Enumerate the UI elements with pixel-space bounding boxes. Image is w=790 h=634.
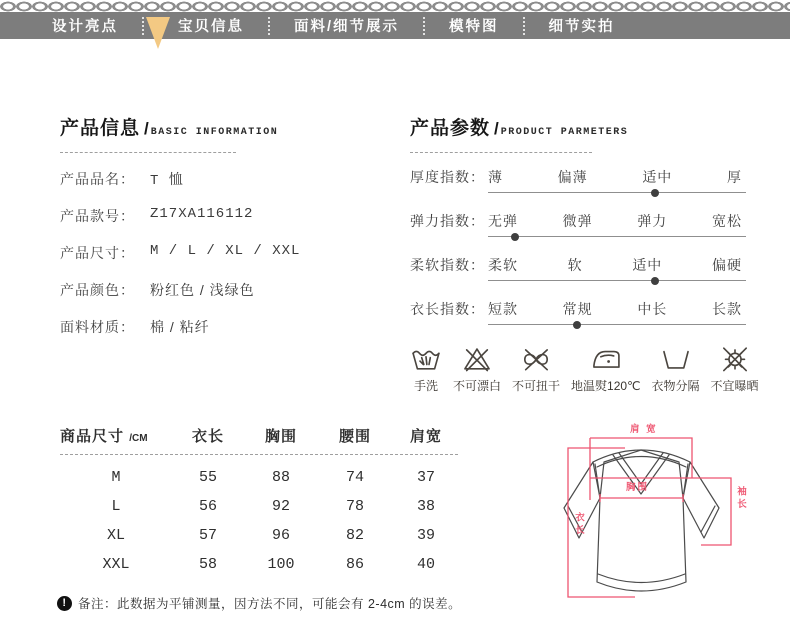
- param-scale-line: [488, 324, 746, 334]
- param-row-elasticity: [410, 211, 746, 246]
- hand-wash-icon: [410, 343, 442, 374]
- info-label: 产品款号：: [60, 208, 135, 224]
- param-option: 弹力: [637, 213, 668, 229]
- value-cell: 82: [345, 527, 364, 544]
- info-row-sizes: [60, 243, 395, 263]
- param-selected-dot: [511, 233, 519, 241]
- care-label: 不可漂白: [453, 379, 502, 393]
- param-label: 厚度指数：: [410, 169, 485, 185]
- info-row-colors: [60, 280, 395, 300]
- tab-fabric-details[interactable]: 面料/细节展示: [294, 19, 400, 35]
- info-label: 面料材质：: [60, 319, 135, 335]
- value-cell: 88: [271, 469, 290, 486]
- info-value: T 恤: [150, 173, 184, 189]
- note-text: 备注：此数据为平铺测量，因方法不同，可能会有 2-4cm 的误差。: [78, 597, 462, 611]
- value-cell: 56: [198, 498, 217, 515]
- value-cell: 37: [416, 469, 435, 486]
- value-cell: 92: [271, 498, 290, 515]
- care-label: 不可扭干: [512, 379, 561, 393]
- size-table-title: 商品尺寸: [60, 427, 125, 445]
- param-row-garment-length: [410, 299, 746, 334]
- param-option: 中长: [637, 301, 668, 317]
- param-option: 短款: [488, 301, 518, 317]
- chest-label: 胸围: [626, 482, 650, 493]
- param-option: 无弹: [488, 213, 518, 229]
- info-value: 粉红色 / 浅绿色: [150, 282, 255, 298]
- table-row: [60, 463, 460, 492]
- tab-model-photos[interactable]: 模特图: [449, 19, 499, 35]
- param-label: 柔软指数：: [410, 257, 485, 273]
- basic-info-heading: [60, 113, 395, 140]
- care-label: 不宜曝晒: [710, 379, 759, 393]
- tab-detail-photos[interactable]: 细节实拍: [548, 19, 615, 35]
- column-header-chest: 胸围: [264, 427, 297, 445]
- dashed-divider: [60, 152, 236, 153]
- value-cell: 58: [198, 556, 217, 573]
- param-option: 适中: [642, 169, 673, 185]
- tab-item-info[interactable]: [144, 15, 268, 36]
- tab-design-highlights[interactable]: 设计亮点: [52, 19, 118, 35]
- value-cell: 96: [271, 527, 290, 544]
- measurement-note: [57, 594, 461, 612]
- tab-item-info-label: 宝贝信息: [178, 19, 244, 35]
- param-option: 常规: [562, 301, 593, 317]
- param-selected-dot: [573, 321, 581, 329]
- table-row: [60, 550, 460, 579]
- info-value: M / L / XL / XXL: [150, 243, 301, 259]
- param-selected-dot: [651, 189, 659, 197]
- param-row-thickness: [410, 167, 746, 202]
- care-item: [711, 343, 759, 394]
- info-label: 产品颜色：: [60, 282, 135, 298]
- care-label: 地温熨120℃: [571, 379, 641, 393]
- tshirt-measurement-diagram: [546, 410, 786, 620]
- table-row: [60, 492, 460, 521]
- param-selected-dot: [651, 277, 659, 285]
- value-cell: 100: [267, 556, 295, 573]
- care-item: [410, 343, 442, 394]
- param-option: 软: [567, 257, 583, 273]
- param-option: 薄: [488, 169, 503, 185]
- size-table-header: [60, 422, 460, 448]
- size-cell: M: [111, 469, 121, 486]
- param-row-softness: [410, 255, 746, 290]
- size-cell: L: [111, 498, 121, 515]
- param-option: 宽松: [711, 213, 742, 229]
- info-row-style-number: [60, 206, 395, 226]
- dashed-divider: [60, 454, 458, 455]
- iron-low-temp-icon: [590, 343, 622, 374]
- care-item: [652, 343, 700, 394]
- care-item: [512, 343, 560, 394]
- param-option: 长款: [711, 301, 742, 317]
- parameters-subtitle: PRODUCT PARMETERS: [500, 127, 629, 138]
- column-header-shoulder: 肩宽: [409, 427, 442, 445]
- value-cell: 86: [345, 556, 364, 573]
- heading-slash: /: [494, 119, 500, 138]
- info-label: 产品尺寸：: [60, 245, 135, 261]
- basic-info-title: 产品信息: [60, 118, 141, 139]
- info-value: 棉 / 粘纤: [150, 319, 210, 335]
- parameters-title: 产品参数: [410, 118, 491, 139]
- exclamation-icon: !: [57, 596, 72, 611]
- care-item: [453, 343, 501, 394]
- value-cell: 38: [416, 498, 435, 515]
- separate-wash-icon: [660, 343, 692, 374]
- value-cell: 39: [416, 527, 435, 544]
- param-option: 微弹: [562, 213, 593, 229]
- care-instructions-row: [410, 343, 759, 394]
- param-scale-line: [488, 192, 746, 202]
- care-label: 手洗: [413, 379, 438, 393]
- product-parameters-section: [410, 113, 759, 394]
- no-sun-exposure-icon: [719, 343, 751, 374]
- heading-slash: /: [144, 119, 150, 138]
- param-label: 弹力指数：: [410, 213, 485, 229]
- parameters-heading: [410, 113, 746, 140]
- value-cell: 40: [416, 556, 435, 573]
- size-cell: XXL: [102, 556, 130, 573]
- basic-info-section: [60, 113, 395, 354]
- value-cell: 55: [198, 469, 217, 486]
- column-header-waist: 腰围: [338, 427, 371, 445]
- param-option: 柔软: [488, 257, 518, 273]
- dashed-divider: [410, 152, 592, 153]
- active-tab-triangle-marker: [146, 17, 170, 49]
- size-chart-section: [60, 422, 460, 579]
- value-cell: 74: [345, 469, 364, 486]
- basic-info-subtitle: BASIC INFORMATION: [150, 127, 279, 138]
- care-label: 衣物分隔: [651, 379, 700, 393]
- param-scale-line: [488, 236, 746, 246]
- size-table-unit: /CM: [129, 432, 148, 444]
- param-label: 衣长指数：: [410, 301, 485, 317]
- param-option: 偏薄: [557, 169, 588, 185]
- garment-length-label: 衣长: [573, 512, 584, 537]
- info-label: 产品品名：: [60, 171, 135, 187]
- column-header-length: 衣长: [191, 427, 224, 445]
- value-cell: 57: [198, 527, 217, 544]
- size-cell: XL: [106, 527, 125, 544]
- info-row-material: [60, 317, 395, 337]
- value-cell: 78: [345, 498, 364, 515]
- info-value: Z17XA116112: [150, 206, 254, 222]
- param-scale-line: [488, 280, 746, 290]
- info-row-product-name: [60, 169, 395, 189]
- shoulder-width-label: 肩 宽: [630, 424, 658, 435]
- param-option: 厚: [726, 169, 742, 185]
- no-wring-icon: [520, 343, 552, 374]
- sleeve-length-label: 袖长: [735, 486, 746, 511]
- care-item: [571, 343, 641, 394]
- section-nav-bar: [0, 12, 790, 39]
- no-bleach-icon: [461, 343, 493, 374]
- param-option: 适中: [632, 257, 663, 273]
- param-option: 偏硬: [711, 257, 742, 273]
- table-row: [60, 521, 460, 550]
